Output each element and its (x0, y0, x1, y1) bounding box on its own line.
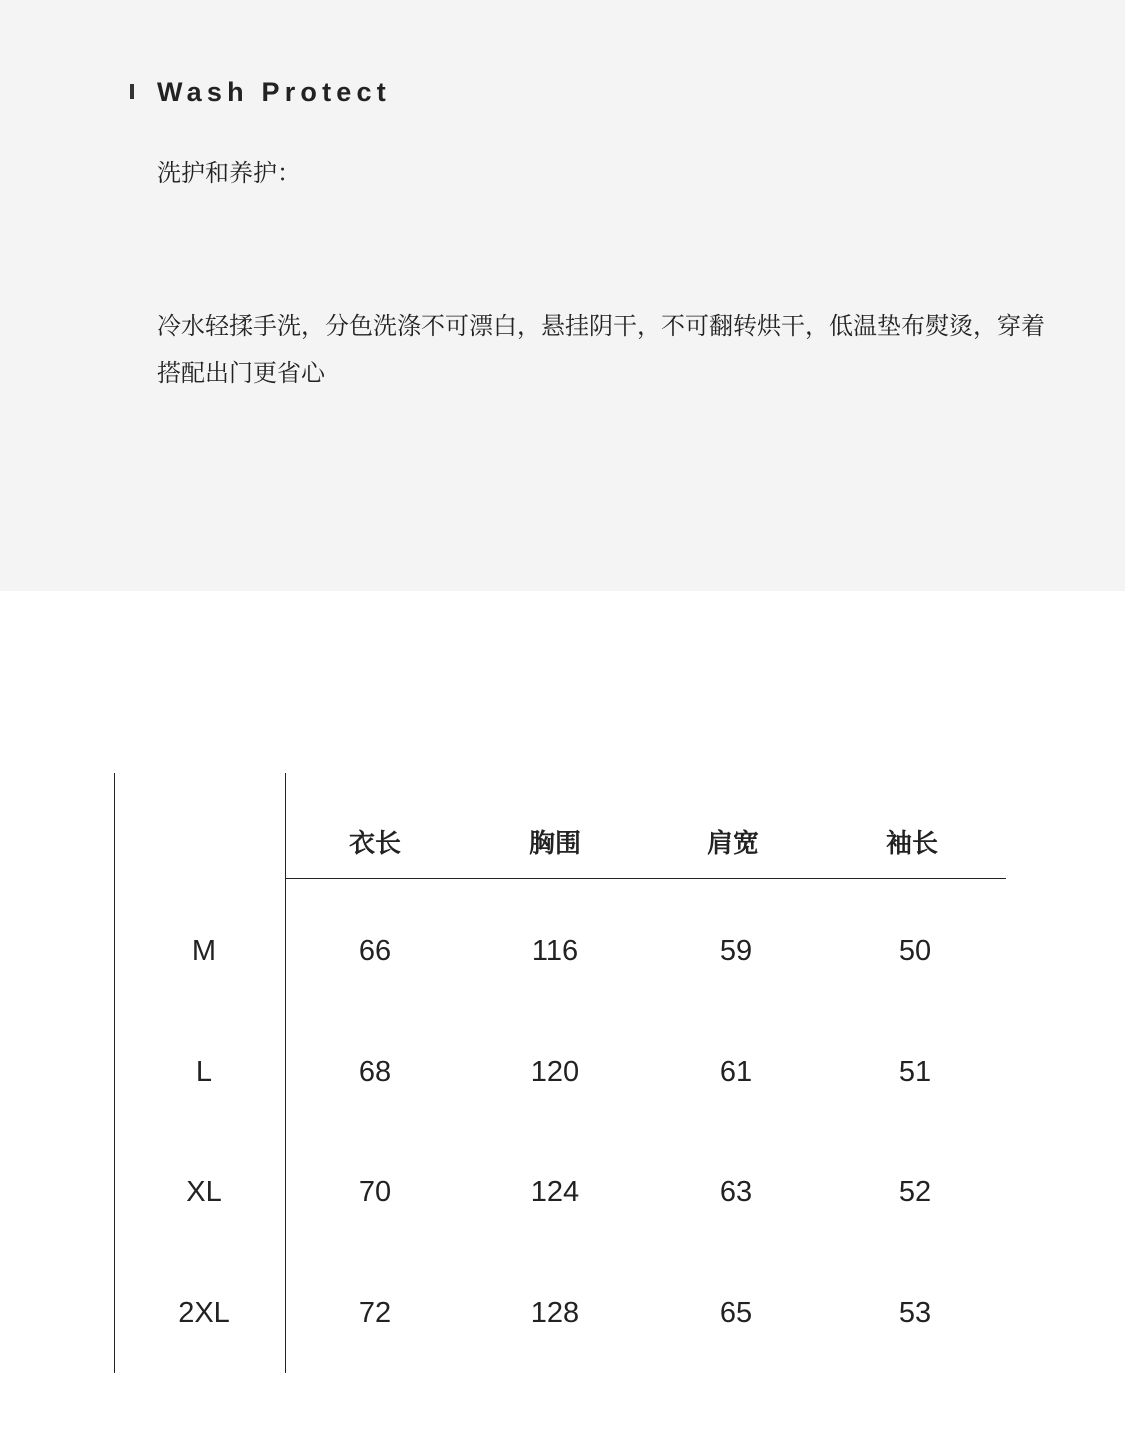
table-cell: 70 (358, 1176, 392, 1208)
column-header-sleeve: 袖长 (885, 829, 938, 859)
table-cell: 61 (719, 1056, 753, 1088)
table-cell: 120 (530, 1056, 580, 1088)
table-cell: 51 (898, 1056, 932, 1088)
table-cell: 68 (358, 1056, 392, 1088)
section-title: Wash Protect (157, 77, 391, 107)
table-left-border (114, 773, 115, 1373)
table-cell: 59 (719, 935, 753, 967)
column-header-chest: 胸围 (528, 829, 581, 859)
size-label: L (195, 1056, 213, 1088)
column-header-shoulder: 肩宽 (706, 829, 759, 859)
wash-care-instructions: 冷水轻揉手洗，分色洗涤不可漂白，悬挂阴干，不可翻转烘干，低温垫布熨烫，穿着搭配出门更省心 (157, 312, 1045, 387)
table-cell: 66 (358, 935, 392, 967)
table-cell: 63 (719, 1176, 753, 1208)
size-label: M (191, 935, 217, 967)
table-cell: 72 (358, 1297, 392, 1329)
header-divider (285, 878, 1006, 879)
wash-care-label: 洗护和养护： (157, 159, 301, 187)
size-label: XL (186, 1176, 222, 1208)
table-cell: 53 (898, 1297, 932, 1329)
table-cell: 52 (898, 1176, 932, 1208)
table-cell: 116 (531, 935, 579, 967)
table-cell: 124 (530, 1176, 580, 1208)
table-cell: 128 (530, 1297, 580, 1329)
column-header-length: 衣长 (348, 829, 401, 859)
size-label: 2XL (178, 1297, 230, 1329)
table-cell: 50 (898, 935, 932, 967)
table-cell: 65 (719, 1297, 753, 1329)
size-column-divider (285, 773, 286, 1373)
